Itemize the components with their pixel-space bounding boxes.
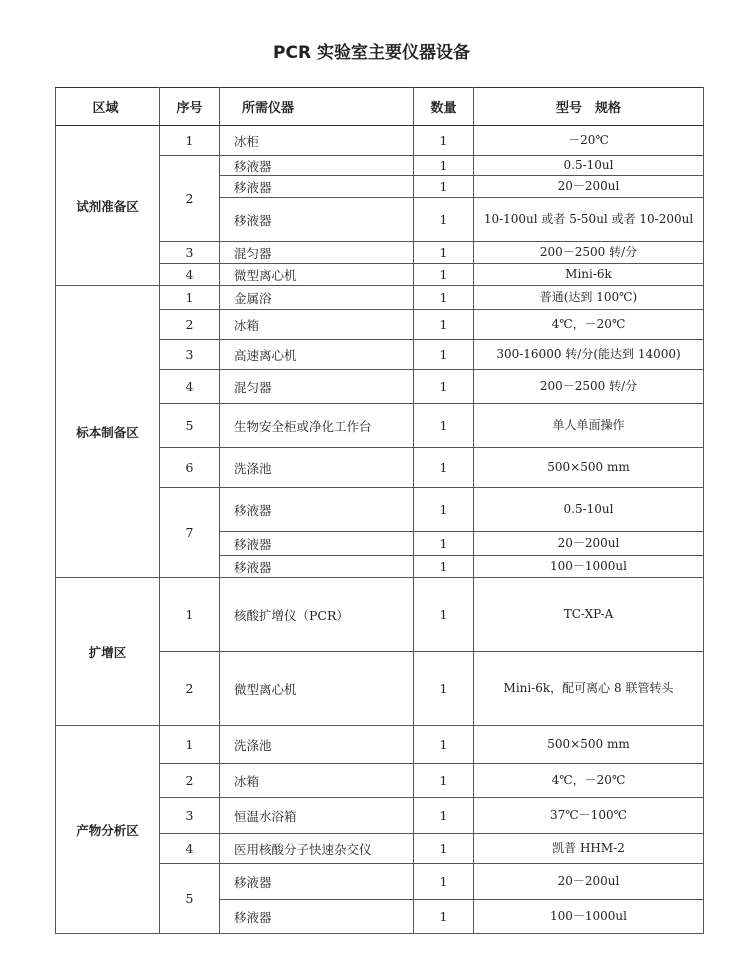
- quantity-cell: 1: [414, 764, 474, 798]
- model-spec-cell: 凯普 HHM-2: [474, 834, 704, 864]
- model-spec-cell: 300-16000 转/分(能达到 14000): [474, 340, 704, 370]
- instrument-name-cell: 移液器: [220, 488, 414, 532]
- model-spec-cell: 200－2500 转/分: [474, 370, 704, 404]
- model-spec-cell: 0.5-10ul: [474, 488, 704, 532]
- header-instrument: 所需仪器: [220, 88, 414, 126]
- quantity-cell: 1: [414, 264, 474, 286]
- quantity-cell: 1: [414, 900, 474, 934]
- instrument-table: [55, 87, 704, 934]
- serial-no-cell: 3: [160, 242, 220, 264]
- table-row: [56, 726, 704, 764]
- model-spec-cell: 20－200ul: [474, 864, 704, 900]
- table-row: [56, 286, 704, 310]
- header-model: 型号 规格: [474, 88, 704, 126]
- region-cell: 产物分析区: [56, 726, 160, 934]
- instrument-name-cell: 核酸扩增仪（PCR）: [220, 578, 414, 652]
- serial-no-cell: 4: [160, 834, 220, 864]
- instrument-name-cell: 洗涤池: [220, 448, 414, 488]
- instrument-name-cell: 移液器: [220, 532, 414, 556]
- page-title: PCR 实验室主要仪器设备: [273, 43, 470, 63]
- quantity-cell: 1: [414, 726, 474, 764]
- instrument-name-cell: 移液器: [220, 198, 414, 242]
- model-spec-cell: 500×500 mm: [474, 448, 704, 488]
- quantity-cell: 1: [414, 340, 474, 370]
- quantity-cell: 1: [414, 652, 474, 726]
- instrument-name-cell: 移液器: [220, 176, 414, 198]
- instrument-name-cell: 冰箱: [220, 764, 414, 798]
- model-spec-cell: 200－2500 转/分: [474, 242, 704, 264]
- serial-no-cell: 2: [160, 652, 220, 726]
- serial-no-cell: 6: [160, 448, 220, 488]
- region-cell: 标本制备区: [56, 286, 160, 578]
- model-spec-cell: 500×500 mm: [474, 726, 704, 764]
- model-spec-cell: 4℃，－20℃: [474, 310, 704, 340]
- model-spec-cell: －20℃: [474, 126, 704, 156]
- serial-no-cell: 5: [160, 864, 220, 934]
- quantity-cell: 1: [414, 798, 474, 834]
- model-spec-cell: 20－200ul: [474, 176, 704, 198]
- model-spec-cell: 普通(达到 100℃): [474, 286, 704, 310]
- quantity-cell: 1: [414, 242, 474, 264]
- serial-no-cell: 4: [160, 264, 220, 286]
- header-qty: 数量: [414, 88, 474, 126]
- quantity-cell: 1: [414, 156, 474, 176]
- quantity-cell: 1: [414, 198, 474, 242]
- instrument-name-cell: 恒温水浴箱: [220, 798, 414, 834]
- table-header-row: [56, 88, 704, 126]
- serial-no-cell: 3: [160, 340, 220, 370]
- header-no: 序号: [160, 88, 220, 126]
- model-spec-cell: 4℃，－20℃: [474, 764, 704, 798]
- instrument-name-cell: 洗涤池: [220, 726, 414, 764]
- instrument-name-cell: 冰箱: [220, 310, 414, 340]
- instrument-name-cell: 医用核酸分子快速杂交仪: [220, 834, 414, 864]
- serial-no-cell: 1: [160, 286, 220, 310]
- quantity-cell: 1: [414, 488, 474, 532]
- model-spec-cell: 100－1000ul: [474, 900, 704, 934]
- instrument-name-cell: 微型离心机: [220, 652, 414, 726]
- serial-no-cell: 7: [160, 488, 220, 578]
- instrument-name-cell: 冰柜: [220, 126, 414, 156]
- serial-no-cell: 2: [160, 310, 220, 340]
- table-row: [56, 578, 704, 652]
- instrument-name-cell: 混匀器: [220, 370, 414, 404]
- quantity-cell: 1: [414, 286, 474, 310]
- quantity-cell: 1: [414, 448, 474, 488]
- serial-no-cell: 3: [160, 798, 220, 834]
- model-spec-cell: 100－1000ul: [474, 556, 704, 578]
- instrument-name-cell: 移液器: [220, 864, 414, 900]
- model-spec-cell: Mini-6k: [474, 264, 704, 286]
- instrument-name-cell: 移液器: [220, 900, 414, 934]
- region-cell: 扩增区: [56, 578, 160, 726]
- serial-no-cell: 1: [160, 578, 220, 652]
- instrument-name-cell: 混匀器: [220, 242, 414, 264]
- quantity-cell: 1: [414, 864, 474, 900]
- quantity-cell: 1: [414, 834, 474, 864]
- quantity-cell: 1: [414, 126, 474, 156]
- model-spec-cell: 单人单面操作: [474, 404, 704, 448]
- instrument-name-cell: 金属浴: [220, 286, 414, 310]
- serial-no-cell: 5: [160, 404, 220, 448]
- quantity-cell: 1: [414, 404, 474, 448]
- model-spec-cell: 10-100ul 或者 5-50ul 或者 10-200ul: [474, 198, 704, 242]
- instrument-name-cell: 高速离心机: [220, 340, 414, 370]
- instrument-name-cell: 微型离心机: [220, 264, 414, 286]
- quantity-cell: 1: [414, 578, 474, 652]
- instrument-name-cell: 移液器: [220, 156, 414, 176]
- serial-no-cell: 4: [160, 370, 220, 404]
- table-row: [56, 126, 704, 156]
- model-spec-cell: Mini-6k，配可离心 8 联管转头: [474, 652, 704, 726]
- quantity-cell: 1: [414, 310, 474, 340]
- region-cell: 试剂准备区: [56, 126, 160, 286]
- serial-no-cell: 2: [160, 156, 220, 242]
- quantity-cell: 1: [414, 370, 474, 404]
- serial-no-cell: 2: [160, 764, 220, 798]
- instrument-name-cell: 生物安全柜或净化工作台: [220, 404, 414, 448]
- header-area: 区域: [56, 88, 160, 126]
- serial-no-cell: 1: [160, 126, 220, 156]
- quantity-cell: 1: [414, 176, 474, 198]
- quantity-cell: 1: [414, 532, 474, 556]
- model-spec-cell: 20－200ul: [474, 532, 704, 556]
- instrument-name-cell: 移液器: [220, 556, 414, 578]
- quantity-cell: 1: [414, 556, 474, 578]
- serial-no-cell: 1: [160, 726, 220, 764]
- model-spec-cell: 37℃－100℃: [474, 798, 704, 834]
- model-spec-cell: 0.5-10ul: [474, 156, 704, 176]
- model-spec-cell: TC-XP-A: [474, 578, 704, 652]
